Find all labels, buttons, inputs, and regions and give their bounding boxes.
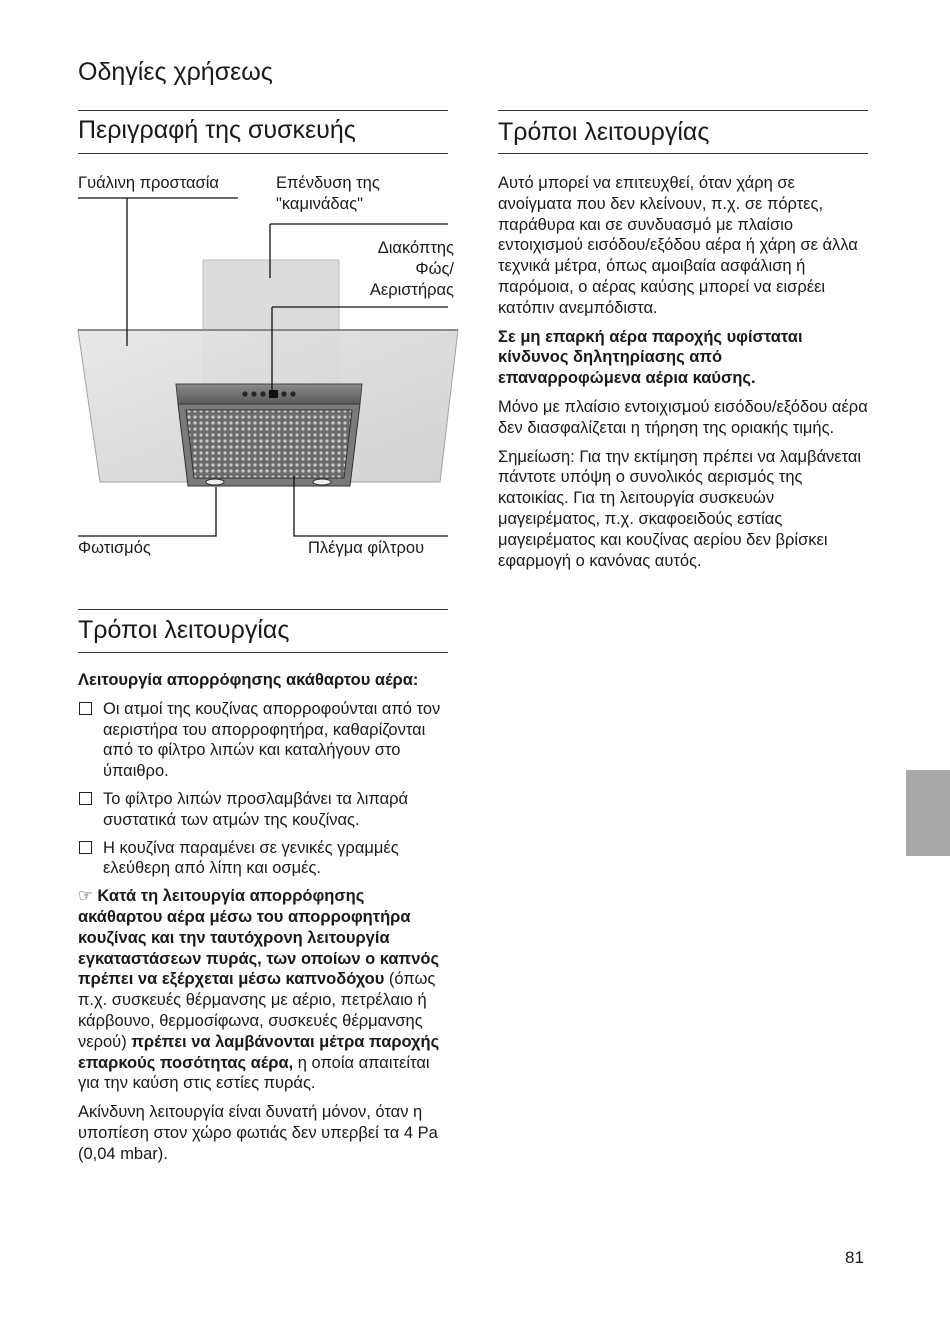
range-hood-diagram [0,0,470,560]
bullet-list [78,699,448,879]
button-icon [260,391,265,396]
list-item: Η κουζίνα παραμένει σε γενικές γραμμές ελεύθερη από λίπη και οσμές. [78,838,448,880]
modes-subheading: Λειτουργία απορρόφησης ακάθαρτου αέρα: [78,671,419,689]
divider [78,652,448,653]
light-icon [206,479,224,485]
label-lighting: Φωτισμός [78,539,151,557]
right-heading: Τρόποι λειτουργίας [498,118,710,146]
button-icon [290,391,295,396]
button-icon [269,390,278,398]
safety-note: ☞ Κατά τη λειτουργία απορρόφησης ακάθαρτου αέρα μέσω του απορροφητήρα κουζίνας και την ταυτόχρονη λειτουργία εγκαταστάσεων πυράς, των οποίων ο καπνός πρέπει να εξέρχεται μέσω καπνοδόχου (όπως π.χ. συσκευές θέρμανσης με αέριο, πετρέλαιο ή κάρβουνο, θερμοσίφωνα, συσκευές θέρμανσης νερού) πρέπει να λαμβάνονται μέτρα παροχής επαρκούς ποσότητας αέρα, η οποία απαιτείται για την καύση στις εστίες πυράς. [78,887,440,1093]
filter-grid [186,410,352,478]
document-title: Οδηγίες χρήσεως [78,58,273,86]
label-switch: Διακόπτης Φώς/ Αεριστήρας [369,239,454,299]
button-icon [281,391,286,396]
button-icon [251,391,256,396]
right-content [498,173,868,579]
list-item: Το φίλτρο λιπών προσλαμβάνει τα λιπαρά συστατικά των ατμών της κουζίνας. [78,789,448,831]
label-filter: Πλέγμα φίλτρου [308,539,425,557]
modes-content [78,670,448,1173]
modes-heading: Τρόποι λειτουργίας [78,616,290,644]
checkbox-icon [79,702,92,715]
checkbox-icon [79,792,92,805]
paragraph: Αυτό μπορεί να επιτευχθεί, όταν χάρη σε ανοίγματα που δεν κλείνουν, π.χ. σε πόρτες, παράθυρα και σε συνδυασμό με πλαίσιο εντοιχισμού εισόδου/εξόδου αέρα ή χάρη σε άλλα τεχνικά μέτρα, όπως αμοιβαία ασφάλιση ή παρόμοια, ο αέρας καύσης μπορεί να εισρέει κατόπιν ανεμπόδιστα. [498,174,858,317]
checkbox-icon [79,841,92,854]
label-chimney: Επένδυση της "καμινάδας" [276,174,380,213]
light-icon [313,479,331,485]
divider [78,609,448,610]
description-heading: Περιγραφή της συσκευής [78,116,356,144]
safe-operation-text: Ακίνδυνη λειτουργία είναι δυνατή μόνον, όταν η υποπίεση στον χώρο φωτιάς δεν υπερβεί τα 4 Pa (0,04 mbar). [78,1103,438,1163]
divider [498,110,868,111]
label-glass: Γυάλινη προστασία [78,174,219,192]
paragraph: Μόνο με πλαίσιο εντοιχισμού εισόδου/εξόδου αέρα δεν διασφαλίζεται η τήρηση της οριακής τιμής. [498,397,868,437]
list-item: Οι ατμοί της κουζίνας απορροφούνται από τον αεριστήρα του απορροφητήρα, καθαρίζονται από το φίλτρο λιπών και καταλήγουν στο ύπαιθρο. [78,699,448,782]
button-icon [242,391,247,396]
pointing-hand-icon: ☞ [78,887,98,906]
paragraph: Σημείωση: Για την εκτίμηση πρέπει να λαμβάνεται πάντοτε υπόψη ο συνολικός αερισμός της κατοικίας. Για τη λειτουργία συσκευών μαγειρέματος, π.χ. σκαφοειδούς εστίας μαγειρέματος και κουζίνας αερίου δεν βρίσκει εφαρμογή ο κανόνας αυτός. [498,447,862,570]
divider [498,153,868,154]
page-number: 81 [845,1248,864,1267]
warning-text: Σε μη επαρκή αέρα παροχής υφίσταται κίνδυνος δηλητηρίασης από επαναρροφώμενα αέρια καύσης. [498,327,803,388]
chapter-tab-marker [906,770,950,856]
